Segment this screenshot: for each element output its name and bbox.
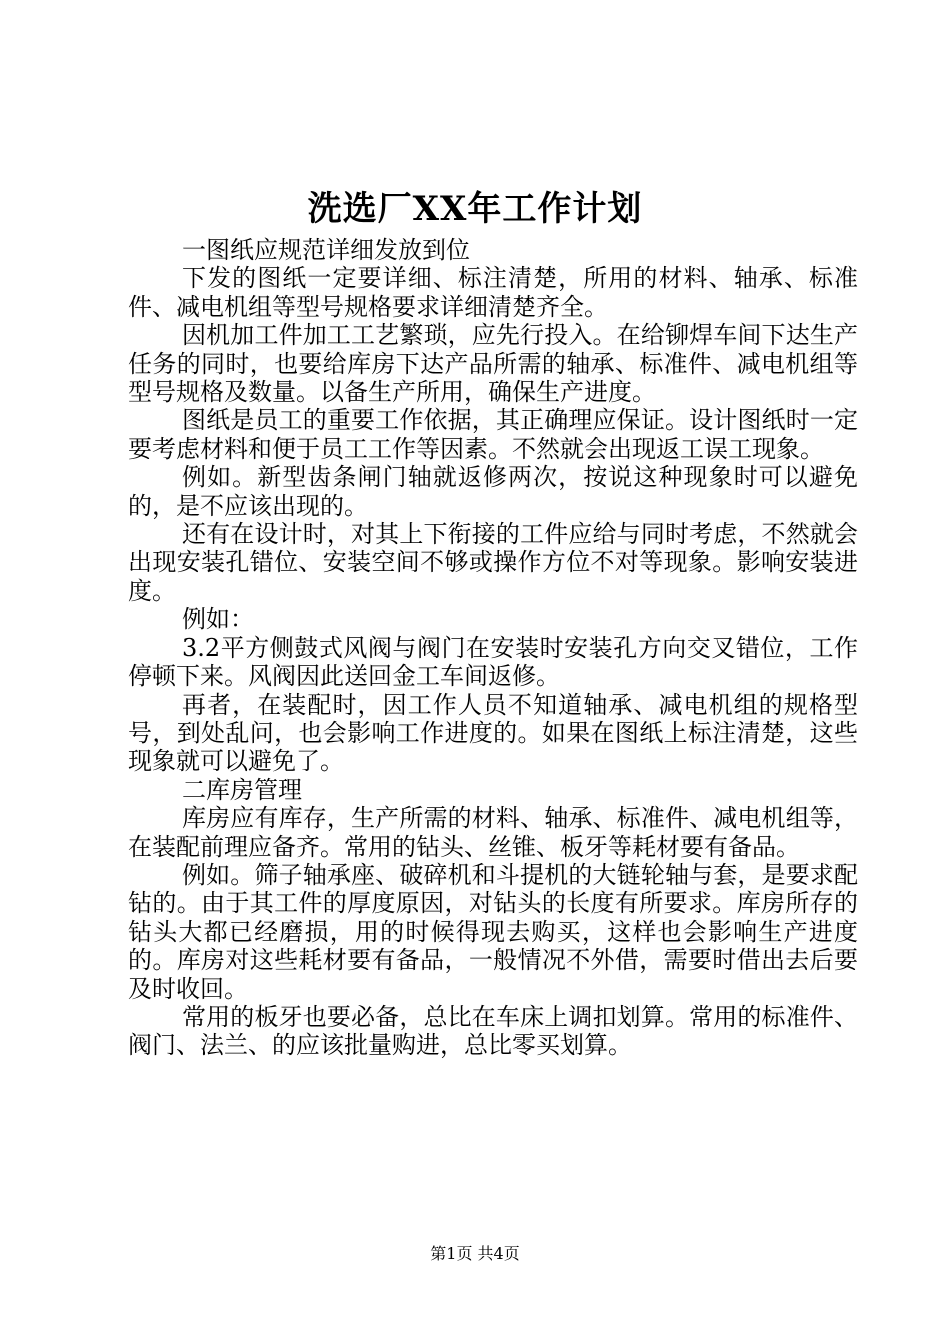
paragraph: 例如。新型齿条闸门轴就返修两次，按说这种现象时可以避免的，是不应该出现的。 — [128, 463, 858, 520]
paragraph: 一图纸应规范详细发放到位 — [182, 236, 470, 264]
paragraph: 库房应有库存，生产所需的材料、轴承、标准件、减电机组等，在装配前理应备齐。常用的钻头、丝锥、板牙等耗材要有备品。 — [128, 804, 858, 861]
paragraph: 图纸是员工的重要工作依据，其正确理应保证。设计图纸时一定要考虑材料和便于员工工作等因素。不然就会出现返工误工现象。 — [128, 406, 858, 463]
paragraph: 还有在设计时，对其上下衔接的工件应给与同时考虑，不然就会出现安装孔错位、安装空间不够或操作方位不对等现象。影响安装进度。 — [128, 520, 858, 605]
paragraph: 常用的板牙也要必备，总比在车床上调扣划算。常用的标准件、阀门、法兰、的应该批量购进，总比零买划算。 — [128, 1002, 858, 1060]
paragraph: 二库房管理 — [182, 775, 302, 804]
page-footer: 第1页 共4页 — [430, 1244, 520, 1263]
paragraph: 3.2平方侧鼓式风阀与阀门在安装时安装孔方向交叉错位，工作停顿下来。风阀因此送回金工车间返修。 — [128, 633, 858, 691]
paragraph: 例如： — [182, 605, 254, 634]
paragraph: 因机加工件加工工艺繁琐，应先行投入。在给铆焊车间下达生产任务的同时，也要给库房下达产品所需的轴承、标准件、减电机组等型号规格及数量。以备生产所用，确保生产进度。 — [128, 321, 858, 407]
paragraph: 下发的图纸一定要详细、标注清楚，所用的材料、轴承、标准件、减电机组等型号规格要求详细清楚齐全。 — [128, 264, 858, 321]
paragraph: 例如。筛子轴承座、破碎机和斗提机的大链轮轴与套，是要求配钻的。由于其工件的厚度原因，对钻头的长度有所要求。库房所存的钻头大都已经磨损，用的时候得现去购买，这样也会影响生产进度的。库房对这些耗材要有备品，一般情况不外借，需要时借出去后要及时收回。 — [128, 860, 858, 1003]
document-body — [128, 236, 858, 1060]
document-title: 洗选厂XX年工作计划 — [307, 189, 643, 229]
paragraph: 再者，在装配时，因工作人员不知道轴承、减电机组的规格型号，到处乱问，也会影响工作进度的。如果在图纸上标注清楚，这些现象就可以避免了。 — [128, 690, 858, 776]
